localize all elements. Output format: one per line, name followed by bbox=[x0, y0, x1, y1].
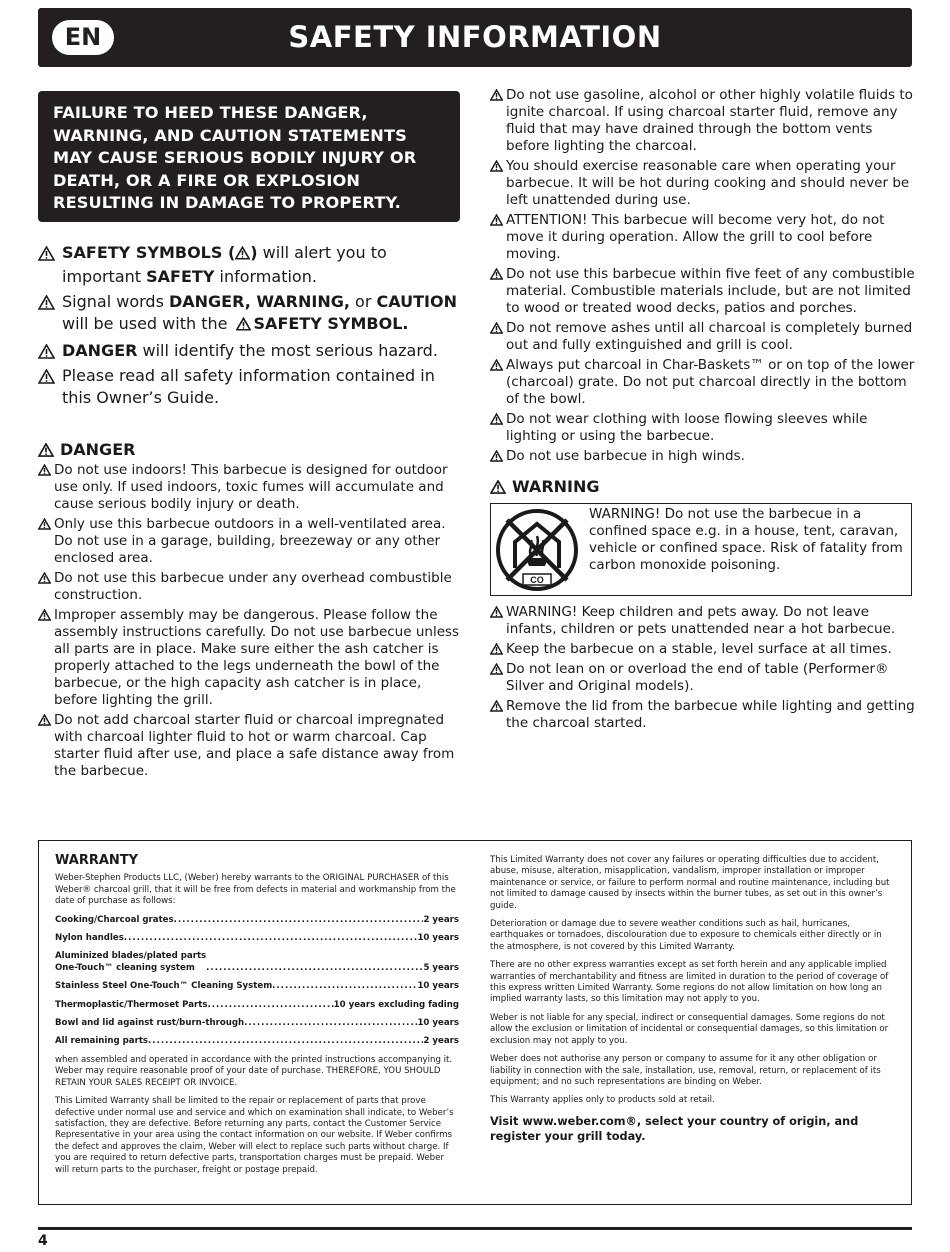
warranty-part: All remaining parts bbox=[55, 1036, 149, 1047]
warning-triangle-icon bbox=[38, 443, 58, 457]
danger-item bbox=[490, 357, 915, 408]
symbols-item-1 bbox=[38, 242, 463, 288]
warranty-register-cta: Visit www.weber.com®, select your country of origin, and register your grill today. bbox=[490, 1114, 859, 1143]
warranty-part: Stainless Steel One-Touch™ Cleaning System bbox=[55, 981, 273, 992]
page-header bbox=[38, 8, 912, 67]
warning-triangle-icon bbox=[490, 604, 506, 638]
warranty-terms-table bbox=[55, 915, 459, 1048]
symbols-item-text: Signal words DANGER, WARNING, or CAUTION will be used with the SAFETY SYMBOL. bbox=[62, 291, 463, 337]
warranty-part: Cooking/Charcoal grates bbox=[55, 914, 174, 925]
warranty-paragraph: This Limited Warranty does not cover any failures or operating difficulties due to accident, abuse, misuse, alteration, misapplication, vandalism, improper installation or improper maintenance or service, or failure to perform normal and routine maintenance, including but not limited to damage caused by insects within the burner tubes, as set out in this owner’s guide. bbox=[490, 855, 890, 911]
warning-triangle-icon bbox=[38, 340, 62, 362]
warning-item bbox=[490, 604, 915, 638]
warning-triangle-icon bbox=[38, 462, 54, 513]
no-indoor-use-co-icon bbox=[495, 508, 579, 592]
warning-list bbox=[490, 604, 915, 735]
danger-item bbox=[490, 448, 915, 465]
warning-triangle-icon bbox=[490, 698, 506, 732]
warranty-title: WARRANTY bbox=[55, 853, 139, 868]
inline-warning-triangle-icon bbox=[235, 244, 250, 266]
safety-symbols-list bbox=[38, 242, 463, 412]
danger-item-text: Only use this barbecue outdoors in a well-ventilated area. Do not use in a garage, building, breezeway or any other enclosed area. bbox=[54, 516, 446, 566]
warning-item-text: Keep the barbecue on a stable, level surface at all times. bbox=[506, 641, 892, 657]
warning-triangle-icon bbox=[490, 320, 506, 354]
danger-item bbox=[490, 212, 915, 263]
failure-notice: FAILURE TO HEED THESE DANGER, WARNING, AND CAUTION STATEMENTS MAY CAUSE SERIOUS BODILY INJURY OR DEATH, OR A FIRE OR EXPLOSION RESULTING IN DAMAGE TO PROPERTY. bbox=[38, 91, 460, 222]
page-title: SAFETY INFORMATION bbox=[288, 20, 662, 54]
warranty-paragraph: This Warranty applies only to products sold at retail. bbox=[490, 1095, 715, 1106]
warranty-row bbox=[55, 1000, 459, 1011]
dot-leader bbox=[206, 963, 423, 974]
warranty-term: 2 years bbox=[423, 914, 459, 925]
warning-heading-label: WARNING bbox=[512, 477, 600, 496]
danger-item-text: Do not use this barbecue within five feet of any combustible material. Combustible materials include, but are not limited to wood or treated wood decks, patios and porches. bbox=[506, 266, 915, 316]
warranty-exclusions bbox=[490, 855, 898, 1107]
warning-triangle-icon bbox=[490, 158, 506, 209]
danger-item bbox=[38, 516, 463, 567]
danger-item-text: Do not add charcoal starter fluid or charcoal impregnated with charcoal lighter fluid to hot or warm charcoal. Cap starter fluid after use, and place a safe distance away from the barbecue. bbox=[54, 712, 455, 779]
warning-triangle-icon bbox=[38, 570, 54, 604]
danger-item-text: Do not use barbecue in high winds. bbox=[506, 448, 745, 464]
warranty-part: Thermoplastic/Thermoset Parts bbox=[55, 999, 208, 1010]
co-warning-text: WARNING! Do not use the barbecue in a confined space e.g. in a house, tent, caravan, vehicle or confined space. Risk of fatality from carbon monoxide poisoning. bbox=[589, 506, 903, 573]
danger-list-continued bbox=[490, 87, 915, 468]
warning-triangle-icon bbox=[490, 448, 506, 465]
page-number: 4 bbox=[38, 1233, 48, 1249]
language-badge: EN bbox=[52, 20, 114, 55]
warranty-paragraph: Deterioration or damage due to severe weather conditions such as hail, hurricanes, earthquakes or tornadoes, discolouration due to exposure to chemicals either directly or in the atmosphere, is not covered by this Limited Warranty. bbox=[490, 919, 882, 952]
warning-triangle-icon bbox=[490, 266, 506, 317]
warranty-box bbox=[38, 840, 912, 1205]
warranty-term: 10 years bbox=[417, 1018, 459, 1029]
symbols-item-4 bbox=[38, 365, 463, 409]
warranty-right-column bbox=[490, 855, 898, 1144]
warning-triangle-icon bbox=[38, 516, 54, 567]
warranty-term: 2 years bbox=[423, 1036, 459, 1047]
dot-leader bbox=[174, 915, 424, 926]
warning-triangle-icon bbox=[490, 212, 506, 263]
dot-leader bbox=[148, 1036, 423, 1047]
footer-rule bbox=[38, 1227, 912, 1230]
danger-item bbox=[38, 607, 463, 709]
symbols-item-text: DANGER will identify the most serious hazard. bbox=[62, 341, 438, 360]
warranty-row bbox=[55, 981, 459, 992]
warranty-term: 10 years excluding fading bbox=[333, 999, 459, 1010]
warning-triangle-icon bbox=[38, 242, 62, 288]
warning-triangle-icon bbox=[490, 661, 506, 695]
danger-heading bbox=[38, 440, 135, 459]
warranty-part: Bowl and lid against rust/burn-through bbox=[55, 1018, 245, 1029]
danger-item-text: Do not wear clothing with loose flowing sleeves while lighting or using the barbecue. bbox=[506, 411, 868, 444]
dot-leader bbox=[124, 933, 418, 944]
danger-item-text: Do not use this barbecue under any overhead combustible construction. bbox=[54, 570, 452, 603]
dot-leader bbox=[244, 1018, 417, 1029]
danger-item-text: Always put charcoal in Char-Baskets™ or on top of the lower (charcoal) grate. Do not put charcoal directly in the bottom of the bowl. bbox=[506, 357, 915, 407]
warranty-row bbox=[55, 915, 459, 926]
warranty-row bbox=[55, 951, 459, 974]
warranty-term: 5 years bbox=[423, 962, 459, 973]
warning-item-text: Remove the lid from the barbecue while lighting and getting the charcoal started. bbox=[506, 698, 915, 731]
warning-triangle-icon bbox=[490, 87, 506, 155]
danger-item bbox=[490, 266, 915, 317]
danger-item-text: You should exercise reasonable care when operating your barbecue. It will be hot during cooking and should never be left unattended during use. bbox=[506, 158, 910, 208]
danger-item bbox=[490, 411, 915, 445]
warning-triangle-icon bbox=[38, 291, 62, 337]
warning-item-text: WARNING! Keep children and pets away. Do not leave infants, children or pets unattended near a hot barbecue. bbox=[506, 604, 896, 637]
danger-list bbox=[38, 462, 463, 783]
dot-leader bbox=[272, 981, 417, 992]
warning-item bbox=[490, 661, 915, 695]
danger-item-text: Do not use indoors! This barbecue is designed for outdoor use only. If used indoors, toxic fumes will accumulate and cause serious bodily injury or death. bbox=[54, 462, 448, 512]
warranty-term: 10 years bbox=[417, 933, 459, 944]
warning-triangle-icon bbox=[490, 357, 506, 408]
symbols-item-text: Please read all safety information contained in this Owner’s Guide. bbox=[62, 366, 435, 407]
warranty-term: 10 years bbox=[417, 981, 459, 992]
warning-triangle-icon bbox=[490, 641, 506, 658]
symbols-item-text: SAFETY SYMBOLS ( ) will alert you to important SAFETY information. bbox=[62, 243, 387, 286]
dot-leader bbox=[207, 1000, 333, 1011]
danger-item bbox=[490, 158, 915, 209]
warranty-paragraph: Weber does not authorise any person or company to assume for it any other obligation or liability in connection with the sale, installation, use, removal, return, or replacement of its equipment; and no such representations are binding on Weber. bbox=[490, 1054, 881, 1087]
warranty-paragraph: Weber is not liable for any special, indirect or consequential damages. Some regions do not allow the exclusion or limitation of incidental or consequential damages, so this limitation or exclusion may not apply to you. bbox=[490, 1012, 889, 1046]
symbols-item-2 bbox=[38, 291, 463, 337]
danger-item bbox=[490, 320, 915, 354]
warning-triangle-icon bbox=[38, 607, 54, 709]
warning-item bbox=[490, 698, 915, 732]
danger-item-text: ATTENTION! This barbecue will become very hot, do not move it during operation. Allow the grill to cool before moving. bbox=[506, 212, 885, 262]
warranty-row bbox=[55, 933, 459, 944]
co-label: CO bbox=[530, 575, 544, 585]
danger-item-text: Do not remove ashes until all charcoal is completely burned out and fully extinguished and grill is cool. bbox=[506, 320, 913, 353]
warning-triangle-icon bbox=[38, 712, 54, 780]
warranty-part: Nylon handles bbox=[55, 933, 124, 944]
warranty-row bbox=[55, 1036, 459, 1047]
warranty-left-column bbox=[55, 855, 459, 1183]
warning-item-text: Do not lean on or overload the end of table (Performer® Silver and Original models). bbox=[506, 661, 889, 694]
carbon-monoxide-warning-box bbox=[490, 503, 912, 596]
danger-item bbox=[38, 712, 463, 780]
warranty-paragraph: There are no other express warranties except as set forth herein and any applicable implied warranties of merchantability and fitness are limited in duration to the period of coverage of this express written Limited Warranty. Some regions do not allow limitation on how long an implied warranty lasts, so this limitation may not apply to you. bbox=[490, 960, 889, 1005]
warning-heading bbox=[490, 477, 600, 496]
warranty-row bbox=[55, 1018, 459, 1029]
warning-triangle-icon bbox=[490, 411, 506, 445]
danger-item-text: Improper assembly may be dangerous. Please follow the assembly instructions carefully. Do not use barbecue unless all parts are in place. Make sure either the ash catcher is properly attached to the legs underneath the bowl of the barbecue, or the high capacity ash catcher is in place, before lighting the grill. bbox=[54, 607, 460, 708]
warranty-part: Aluminized blades/plated parts One-Touch™ cleaning system bbox=[55, 951, 207, 973]
danger-heading-label: DANGER bbox=[60, 440, 136, 459]
danger-item-text: Do not use gasoline, alcohol or other highly volatile fluids to ignite charcoal. If using charcoal starter fluid, remove any fluid that may have drained through the bottom vents before lighting the charcoal. bbox=[506, 87, 913, 154]
warranty-intro: Weber-Stephen Products LLC, (Weber) hereby warrants to the ORIGINAL PURCHASER of this Weber® charcoal grill, that it will be free from defects in material and workmanship from the date of purchase as follows: bbox=[55, 873, 456, 907]
warning-item bbox=[490, 641, 915, 658]
warranty-conditions: when assembled and operated in accordance with the printed instructions accompanying it. Weber may require reasonable proof of your date of purchase. THEREFORE, YOU SHOULD RETAIN YOUR SALES RECEIPT OR INVOICE. bbox=[55, 1054, 453, 1088]
danger-item bbox=[38, 462, 463, 513]
danger-item bbox=[38, 570, 463, 604]
warning-triangle-icon bbox=[490, 480, 510, 494]
inline-warning-triangle-icon bbox=[236, 315, 251, 337]
warranty-limitation: This Limited Warranty shall be limited to the repair or replacement of parts that prove defective under normal use and service and which on examination shall indicate, to Weber’s satisfaction, they are defective. Before returning any parts, contact the Customer Service Representative in your area using the contact information on our website. If Weber confirms the defect and approves the claim, Weber will elect to replace such parts without charge. If you are required to return defective parts, transportation charges must be prepaid. Weber will return parts to the purchaser, freight or postage prepaid. bbox=[55, 1096, 454, 1175]
symbols-item-3 bbox=[38, 340, 463, 362]
warning-triangle-icon bbox=[38, 365, 62, 409]
danger-item bbox=[490, 87, 915, 155]
